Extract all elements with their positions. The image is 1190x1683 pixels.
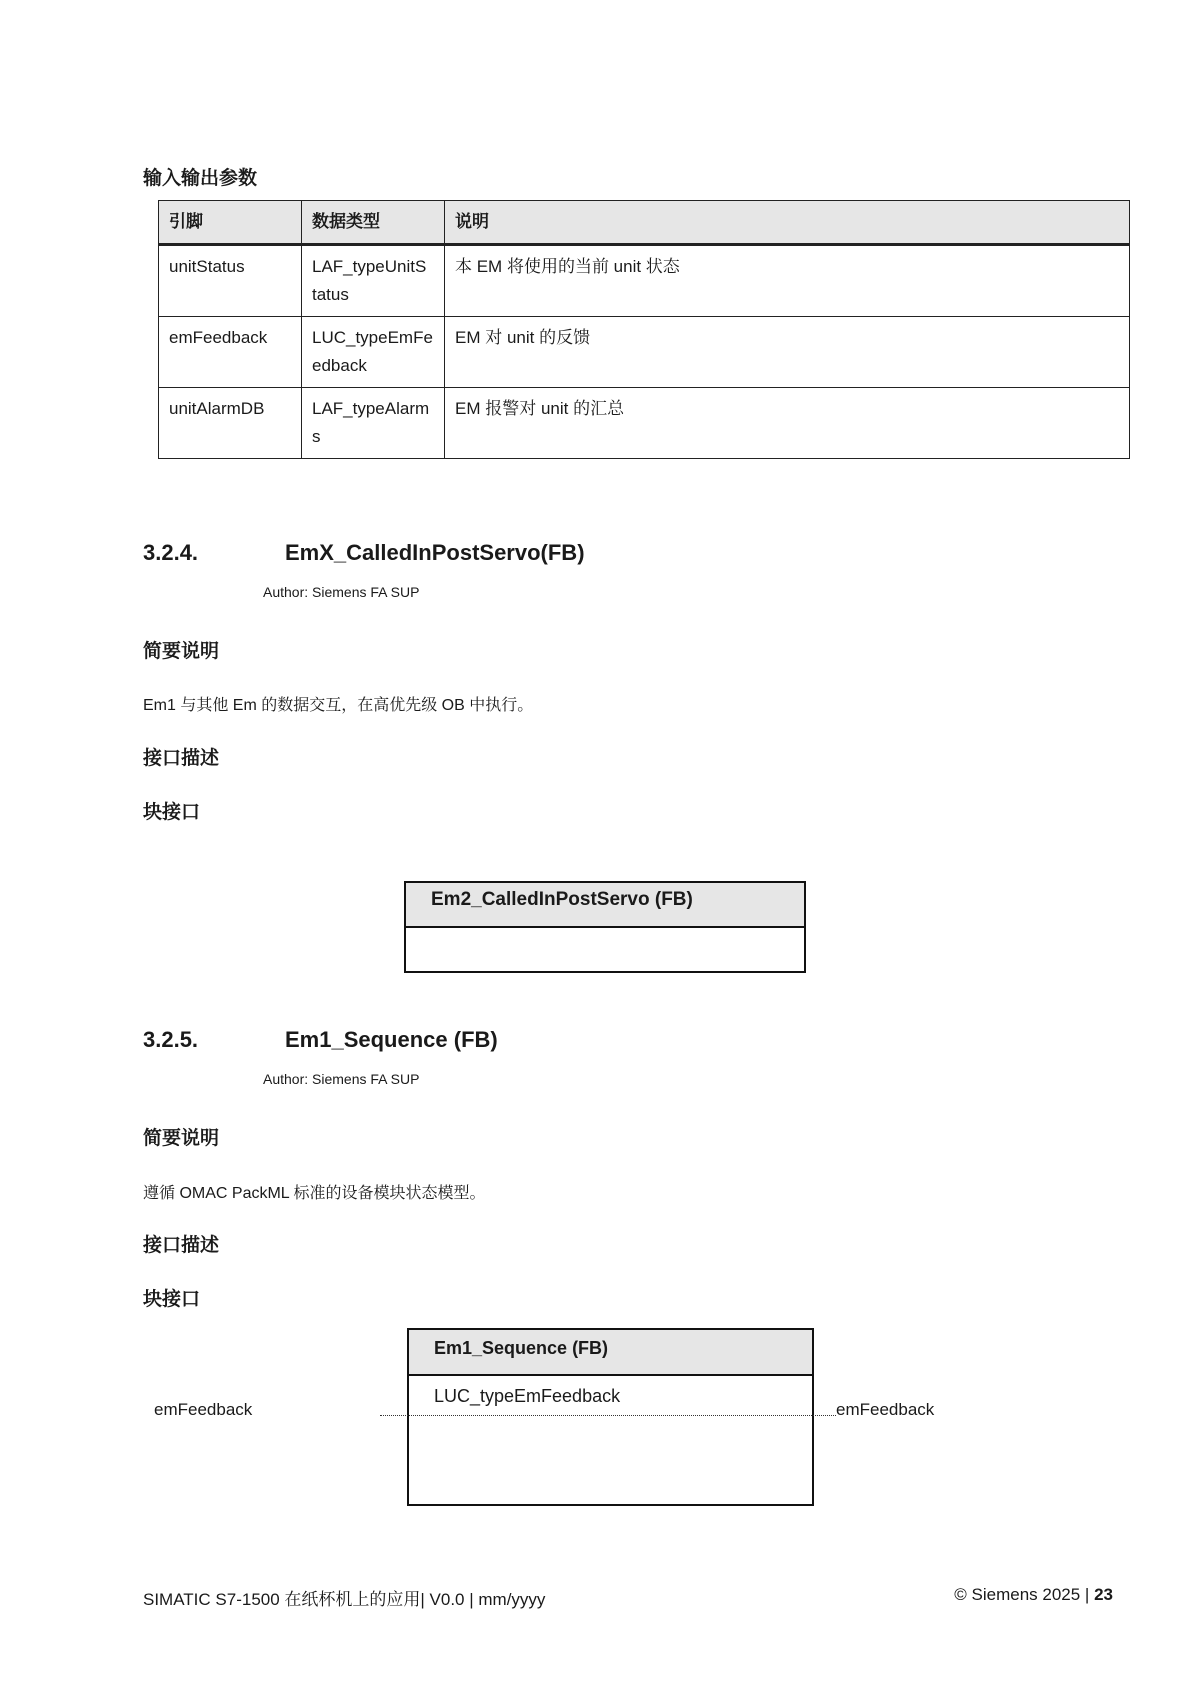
section-324-number: 3.2.4.	[143, 540, 199, 565]
section-324-author: Author: Siemens FA SUP	[263, 584, 420, 600]
section-325-interface-heading: 接口描述	[143, 1235, 220, 1256]
type-cell	[302, 388, 445, 459]
page-number: 23	[1094, 1585, 1113, 1604]
description-cell: 本 EM 将使用的当前 unit 状态	[445, 245, 1130, 317]
section-324-brief-text: Em1 与其他 Em 的数据交互，在高优先级 OB 中执行。	[143, 697, 534, 714]
footer-page-info	[954, 1585, 1113, 1605]
section-325-brief-text: 遵循 OMAC PackML 标准的设备模块状态模型。	[143, 1185, 486, 1202]
table-header-row	[159, 201, 1130, 245]
section-325-brief-heading: 简要说明	[143, 1128, 220, 1149]
section-324-title: EmX_CalledInPostServo(FB)	[285, 540, 585, 565]
type-line: edback	[312, 356, 367, 375]
inout-type-label: LUC_typeEmFeedback	[434, 1386, 621, 1406]
section-325-block-heading: 块接口	[143, 1289, 201, 1310]
table-row	[159, 245, 1130, 317]
header-data-type: 数据类型	[302, 201, 445, 245]
type-line: tatus	[312, 285, 349, 304]
type-cell	[302, 245, 445, 317]
right-pin-label: emFeedback	[836, 1400, 935, 1419]
description-cell: EM 对 unit 的反馈	[445, 317, 1130, 388]
section-324-block-heading: 块接口	[143, 802, 201, 823]
footer-copyright: © Siemens 2025 |	[954, 1585, 1090, 1604]
io-parameter-table	[158, 200, 1130, 459]
pin-cell: emFeedback	[159, 317, 302, 388]
type-cell	[302, 317, 445, 388]
io-section-heading: 输入输出参数	[143, 168, 258, 189]
section-324-interface-heading: 接口描述	[143, 748, 220, 769]
type-line: LAF_typeAlarm	[312, 399, 430, 418]
pin-cell: unitAlarmDB	[159, 388, 302, 459]
block-name: Em1_Sequence (FB)	[409, 1330, 812, 1376]
block-name: Em2_CalledInPostServo (FB)	[406, 883, 804, 928]
inout-connector-line	[380, 1415, 836, 1416]
section-325-title: Em1_Sequence (FB)	[285, 1027, 498, 1052]
left-pin-label: emFeedback	[154, 1400, 253, 1419]
description-cell: EM 报警对 unit 的汇总	[445, 388, 1130, 459]
section-324-brief-heading: 简要说明	[143, 641, 220, 662]
header-description: 说明	[445, 201, 1130, 245]
header-pin: 引脚	[159, 201, 302, 245]
function-block-em2-called-in-post-servo	[404, 881, 806, 973]
type-line: LUC_typeEmFe	[312, 328, 433, 347]
section-325-number: 3.2.5.	[143, 1027, 199, 1052]
type-line: LAF_typeUnitS	[312, 257, 427, 276]
footer-document-info: SIMATIC S7-1500 在纸杯机上的应用| V0.0 | mm/yyyy	[143, 1590, 546, 1609]
table-row	[159, 317, 1130, 388]
function-block-em1-sequence	[407, 1328, 814, 1506]
table-row	[159, 388, 1130, 459]
pin-cell: unitStatus	[159, 245, 302, 317]
type-line: s	[312, 427, 321, 446]
section-325-author: Author: Siemens FA SUP	[263, 1071, 420, 1087]
